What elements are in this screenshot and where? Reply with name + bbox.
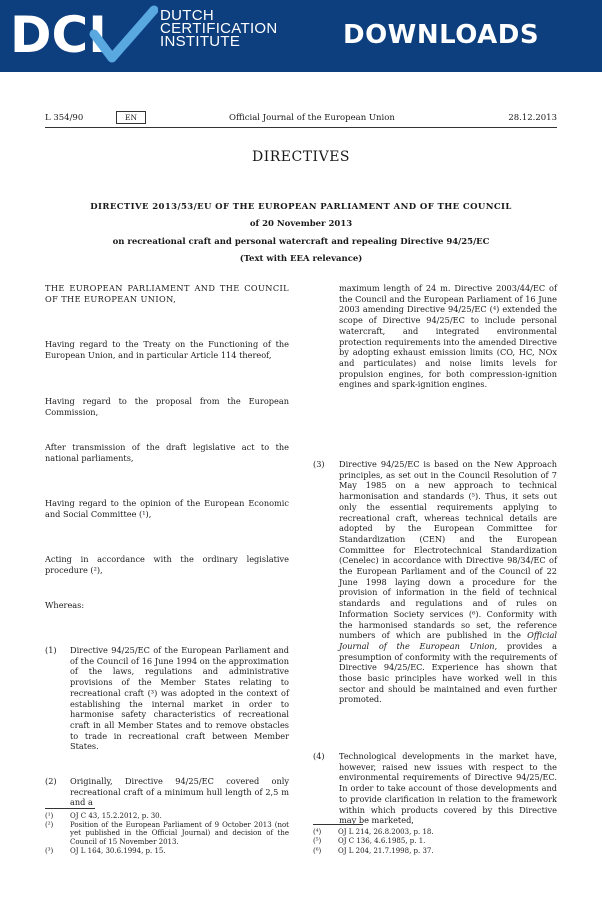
directive-date: of 20 November 2013 (249, 219, 353, 229)
footnote-number: (⁴) (313, 828, 322, 836)
footnote-rule (313, 824, 363, 825)
header-rule (45, 127, 557, 128)
publication-date: 28.12.2013 (508, 113, 557, 123)
recital-number: (3) (313, 459, 325, 469)
footnote-text: OJ L 204, 21.7.1998, p. 37. (338, 847, 434, 855)
dci-logo (8, 4, 158, 64)
citation-proposal: Having regard to the proposal from the European Commission, (45, 396, 289, 417)
section-title: DIRECTIVES (251, 149, 351, 165)
downloads-label: DOWNLOADS (343, 20, 540, 50)
footnote-number: (⁶) (313, 847, 322, 855)
citation-parliaments: After transmission of the draft legislative act to the national parliaments, (45, 442, 289, 463)
language-badge: EN (116, 111, 146, 124)
recital-text: Technological developments in the market have, however, raised new issues with respect to the environmental requirements of Directive 94/25/EC. In order to take account of those developments and to provide clarification in relation to the framework within which products covered by this Directive may be marketed, (339, 751, 557, 826)
page-reference: L 354/90 (45, 113, 84, 123)
footnote-number: (³) (45, 847, 54, 855)
org-name-line: INSTITUTE (160, 33, 241, 50)
footnote-number: (²) (45, 821, 54, 829)
footnote-text: OJ C 136, 4.6.1985, p. 1. (338, 837, 426, 845)
citation-committee: Having regard to the opinion of the European Economic and Social Committee (¹), (45, 498, 289, 519)
left-column (45, 283, 289, 883)
footnote-text: Position of the European Parliament of 9 October 2013 (not yet published in the Official Journal) and decision of the Council of 15 November 2013. (70, 821, 289, 846)
recital-text-part: Directive 94/25/EC is based on the New Approach principles, as set out in the Council Resolution of 7 May 1985 on a new approach to technical harmonisation and standards (⁵). Thus, it sets out only the essential requirements applying to recreational craft, whereas technical details are adopted by the European Committee for Standardization (CEN) and the European Committee for Electrotechnical Standardization (Cenelec) in accordance with Directive 98/34/EC of the European Parliament and of the Council of 22 June 1998 laying down a procedure for the provision of information in the field of technical standards and regulations and of rules on Information Society services (⁶). Conformity with the harmonised standards so set, the reference numbers of which are published in the (339, 459, 557, 641)
footnote-text: OJ C 43, 15.2.2012, p. 30. (70, 812, 162, 820)
journal-name: Official Journal of the European Union (229, 113, 395, 123)
citation-treaty: Having regard to the Treaty on the Functioning of the European Union, and in particular Article 114 thereof, (45, 339, 289, 360)
recital-number: (4) (313, 751, 325, 761)
recital-text: maximum length of 24 m. Directive 2003/44/EC of the Council and the European Parliament of 16 June 2003 amending Directive 94/25/EC (⁴) extended the scope of Directive 94/25/EC to include personal watercraft, and integrated environmental protection requirements into the amended Directive by adopting exhaust emission limits (CO, HC, NOx and particulates) and noise limits levels for propulsion engines, for both compression-ignition engines and spark-ignition engines. (339, 283, 557, 390)
org-name-line: CERTIFICATION (160, 20, 278, 37)
recital-number: (2) (45, 776, 57, 786)
footnote-text: OJ L 214, 26.8.2003, p. 18. (338, 828, 434, 836)
journal-name-italic: Official Journal of the European Union (339, 630, 557, 651)
download-banner (0, 0, 602, 72)
eea-relevance: (Text with EEA relevance) (239, 254, 363, 264)
recital-text (339, 459, 557, 705)
preamble-parties: THE EUROPEAN PARLIAMENT AND THE COUNCIL OF THE EUROPEAN UNION, (45, 283, 289, 304)
footnote-number: (¹) (45, 812, 54, 820)
logo-text: DCI (10, 6, 107, 64)
org-name (160, 9, 278, 48)
directive-title: DIRECTIVE 2013/53/EU OF THE EUROPEAN PARLIAMENT AND OF THE COUNCIL (90, 202, 512, 212)
recital-number: (1) (45, 645, 57, 655)
right-column (313, 283, 557, 883)
recital-text: Directive 94/25/EC of the European Parliament and of the Council of 16 June 1994 on the approximation of the laws, regulations and administrative provisions of the Member States relating to recreational craft (³) was adopted in the context of establishing the internal market in order to harmonise safety characteristics of recreational craft in all Member States and to remove obstacles to trade in recreational craft between Member States. (70, 645, 289, 752)
document-page (0, 72, 602, 911)
footnote-number: (⁵) (313, 837, 322, 845)
recital-text-part: , provides a presumption of conformity with the requirements of Directive 94/25/EC. Experience has shown that those basic principles have worked well in this sector and should be maintained and even further promoted. (339, 640, 558, 705)
whereas-label: Whereas: (45, 600, 85, 610)
footnote-rule (45, 808, 95, 809)
directive-subject: on recreational craft and personal watercraft and repealing Directive 94/25/EC (112, 237, 490, 247)
recital-text: Originally, Directive 94/25/EC covered only recreational craft of a minimum hull length of 2,5 m and a (70, 776, 289, 808)
footnote-text: OJ L 164, 30.6.1994, p. 15. (70, 847, 166, 855)
citation-procedure: Acting in accordance with the ordinary legislative procedure (²), (45, 554, 289, 575)
org-name-line: DUTCH (160, 7, 214, 24)
